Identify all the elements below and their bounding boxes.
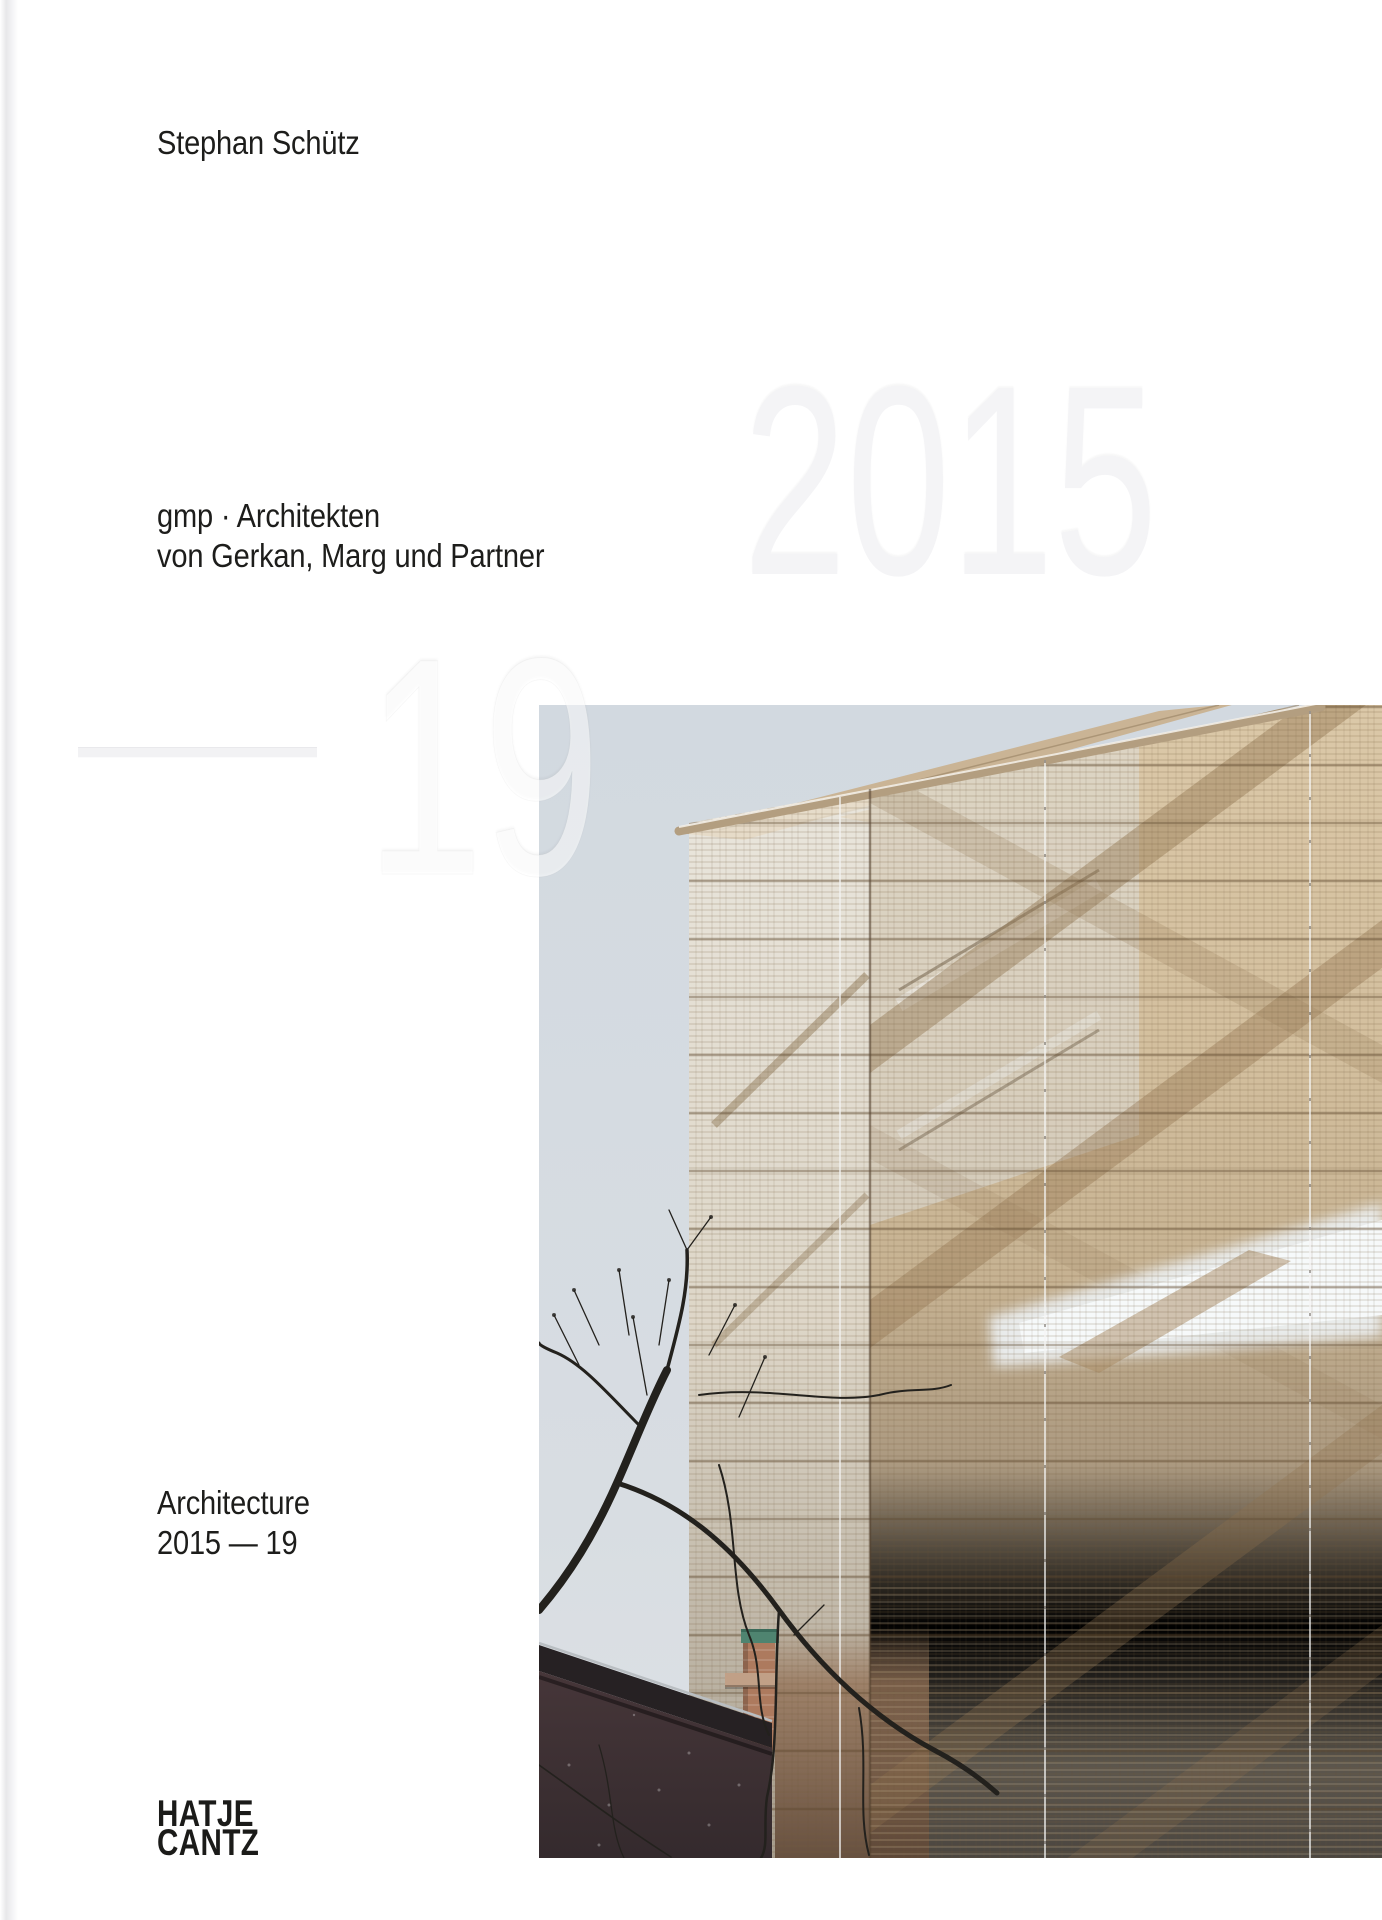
title-line-2: 2015 — 19 — [157, 1524, 298, 1561]
author-name: Stephan Schütz — [157, 124, 360, 161]
watermark-dash — [78, 747, 317, 758]
firm-line-1: gmp · Architekten — [157, 497, 380, 534]
title-block — [157, 1483, 310, 1563]
firm-line-2: von Gerkan, Marg und Partner — [157, 537, 545, 574]
cover-photo-illustration — [539, 705, 1382, 1858]
title-line-1: Architecture — [157, 1484, 310, 1521]
watermark-suffix: 19 — [366, 593, 601, 940]
publisher-logo — [157, 1793, 260, 1863]
cover-photo — [539, 705, 1382, 1858]
spine-crease — [0, 0, 18, 1920]
watermark-year: 2015 — [743, 331, 1158, 632]
chimney-cap — [741, 1631, 779, 1643]
firm-block — [157, 496, 544, 576]
mesh-texture — [689, 705, 1382, 1858]
publisher-line-2: CANTZ — [157, 1822, 260, 1863]
publisher-line-1: HATJE — [157, 1793, 254, 1834]
